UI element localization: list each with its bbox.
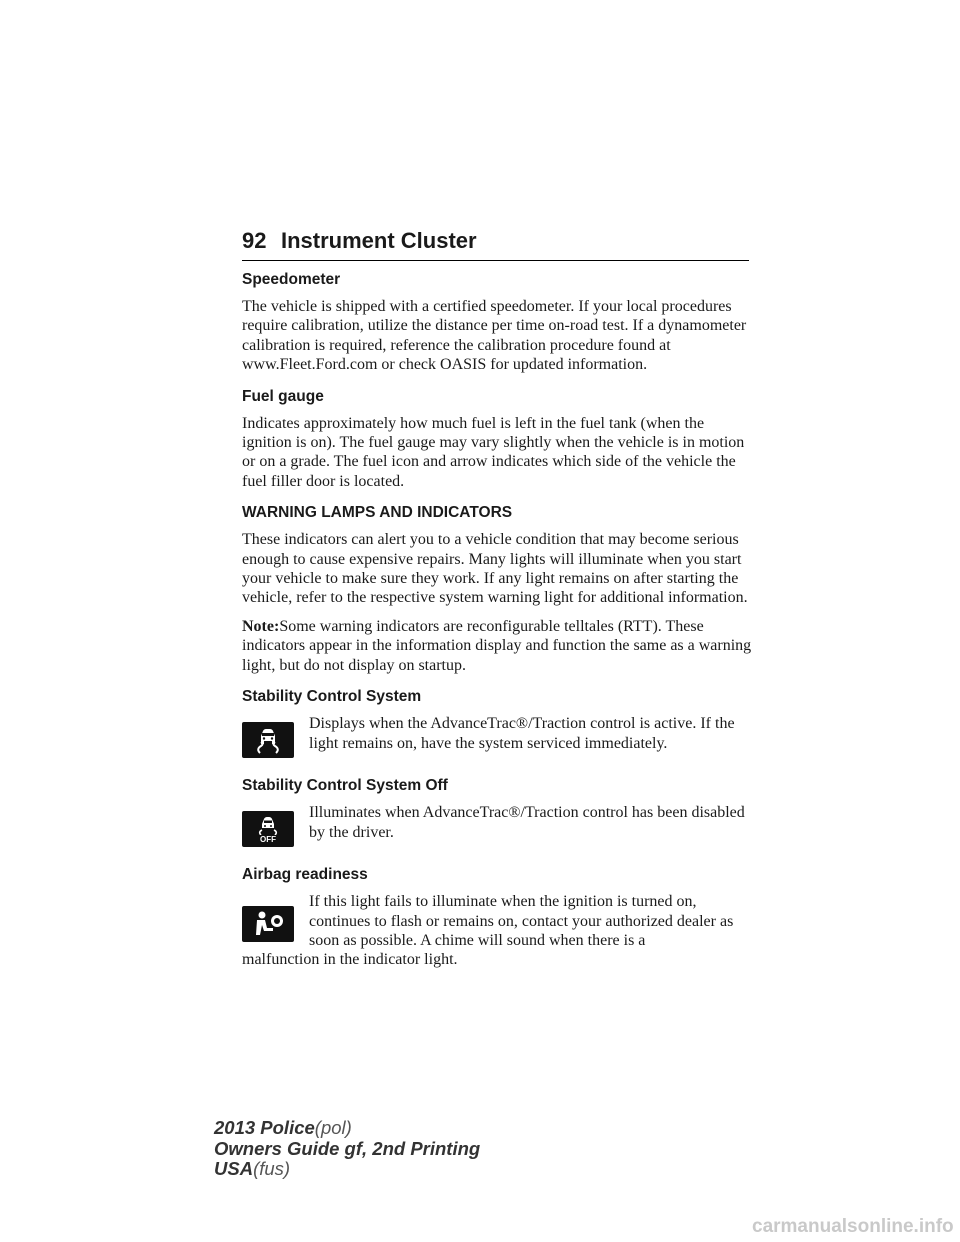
chapter-title: Instrument Cluster <box>281 228 477 253</box>
footer-model-code: (pol) <box>314 1117 352 1138</box>
fuel-gauge-body: Indicates approximately how much fuel is left in the fuel tank (when the ignition is on). The fuel gauge may vary slightly when the vehicle is in motion or on a grade. The fuel icon and arrow indicates which side of the vehicle the fuel filler door is located. <box>242 414 745 490</box>
page-header <box>242 228 749 262</box>
airbag-body-continued: malfunction in the indicator light. <box>242 951 458 969</box>
note-body: Some warning indicators are reconfigurable telltales (RTT). These indicators appear in the information display and function the same as a warning light, but do not display on startup. <box>242 617 752 674</box>
speedometer-body: The vehicle is shipped with a certified speedometer. If your local procedures require calibration, utilize the distance per time on-road test. If a dynamometer calibration is required, reference the calibration procedure found at www.Fleet.Ford.com or check OASIS for updated information. <box>242 298 747 374</box>
stability-control-off-body: Illuminates when AdvanceTrac®/Traction control has been disabled by the driver. <box>309 804 745 841</box>
stability-control-off-entry <box>242 803 752 847</box>
stability-control-entry <box>242 714 752 758</box>
speedometer-heading: Speedometer <box>242 271 341 288</box>
page-number: 92 <box>242 228 267 253</box>
airbag-readiness-icon <box>242 906 294 942</box>
stability-control-icon <box>242 722 294 758</box>
warning-lamps-heading: WARNING LAMPS AND INDICATORS <box>242 504 513 522</box>
off-label: OFF <box>260 834 276 844</box>
stability-control-off-icon <box>242 811 294 847</box>
footer-region-code: (fus) <box>253 1158 291 1179</box>
note-label: Note: <box>242 617 280 635</box>
airbag-body-indented: If this light fails to illuminate when the ignition is turned on, continues to flash or remains on, contact your authorized dealer as soon as possible. A chime will sound when there is a <box>309 893 734 949</box>
watermark: carmanualsonline.info <box>752 1216 954 1237</box>
stability-control-heading: Stability Control System <box>242 688 422 706</box>
stability-control-body: Displays when the AdvanceTrac®/Traction control is active. If the light remains on, have the system serviced immediately. <box>309 715 735 752</box>
footer-line-3 <box>214 1159 480 1180</box>
header-divider <box>242 260 749 261</box>
airbag-heading: Airbag readiness <box>242 866 368 884</box>
footer-region: USA <box>214 1158 254 1179</box>
document-footer <box>214 1118 480 1180</box>
footer-line-1 <box>214 1118 480 1139</box>
fuel-gauge-heading: Fuel gauge <box>242 387 324 405</box>
warning-lamps-note <box>242 617 752 675</box>
footer-line-2: Owners Guide gf, 2nd Printing <box>214 1137 481 1159</box>
warning-lamps-body: These indicators can alert you to a vehicle condition that may become serious enough to cause expensive repairs. Many lights will illuminate when you start your vehicle to make sure they work. If any light remains on after starting the vehicle, refer to the respective system warning light for additional information. <box>242 531 748 607</box>
footer-model: 2013 Police <box>214 1117 315 1138</box>
stability-control-off-heading: Stability Control System Off <box>242 777 448 795</box>
page-content <box>242 270 752 970</box>
airbag-entry <box>242 892 752 950</box>
